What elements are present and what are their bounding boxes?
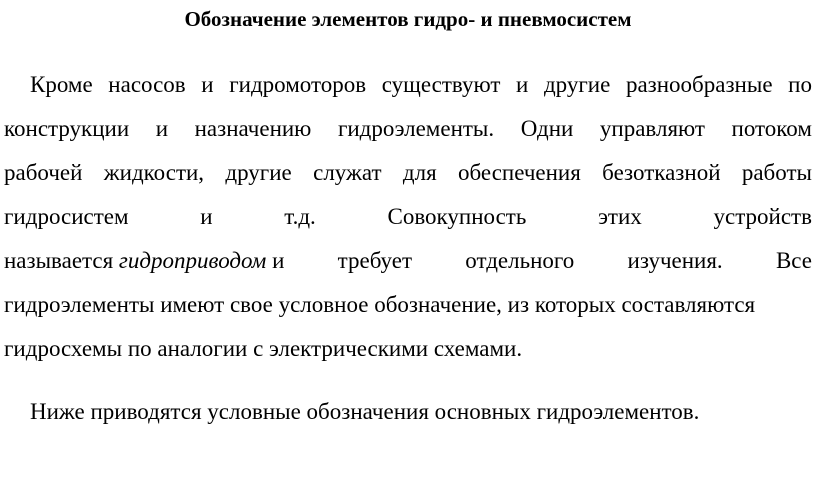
- word: назначению: [194, 116, 312, 141]
- word: безотказной: [602, 160, 721, 185]
- paragraph-line: [4, 195, 812, 239]
- word: гидросистем: [4, 204, 129, 229]
- word: и: [200, 204, 213, 229]
- word: управляют: [599, 116, 705, 141]
- word: разнообразные: [625, 72, 773, 97]
- word: работы: [741, 160, 812, 185]
- word: жидкости,: [103, 160, 205, 185]
- word: потоком: [731, 116, 812, 141]
- word: т.д.: [284, 204, 316, 229]
- paragraph-line: [4, 107, 812, 151]
- paragraph-line: гидросхемы по аналогии с электрическими схемами.: [4, 336, 523, 361]
- word: устройств: [713, 204, 812, 229]
- document-title: Обозначение элементов гидро- и пневмосистем: [184, 7, 632, 31]
- word: и: [516, 72, 529, 97]
- term-gidroprivod: гидроприводом: [118, 248, 267, 273]
- word: этих: [598, 204, 642, 229]
- paragraph-line: Ниже приводятся условные обозначения основных гидроэлементов.: [30, 399, 700, 424]
- word: отдельного: [465, 248, 575, 273]
- word: гидромоторов: [229, 72, 367, 97]
- word: называется: [4, 248, 114, 273]
- word: и: [155, 116, 169, 141]
- paragraph-line: гидроэлементы имеют свое условное обозначение, из которых составляются: [4, 292, 756, 317]
- word: гидроэлементы.: [337, 116, 495, 141]
- word: Кроме: [30, 72, 93, 97]
- word: рабочей: [4, 160, 83, 185]
- word: для: [402, 160, 437, 185]
- paragraph-conclusion: [4, 390, 812, 434]
- word: и: [272, 248, 285, 273]
- word: Совокупность: [387, 204, 527, 229]
- paragraph-intro: [4, 63, 812, 371]
- word: служат: [313, 160, 382, 185]
- word: другие: [543, 72, 611, 97]
- word: обеспечения: [458, 160, 581, 185]
- word: требует: [337, 248, 412, 273]
- term-phrase: [4, 239, 284, 283]
- paragraph-line: [4, 63, 812, 107]
- word: конструкции: [4, 116, 130, 141]
- word: по: [788, 72, 812, 97]
- word: и: [201, 72, 214, 97]
- paragraph-line: [4, 239, 812, 283]
- word: изучения.: [627, 248, 723, 273]
- word: существуют: [381, 72, 501, 97]
- word: Все: [775, 248, 812, 273]
- paragraph-line: [4, 151, 812, 195]
- word: другие: [225, 160, 292, 185]
- word: насосов: [108, 72, 186, 97]
- word: Одни: [520, 116, 574, 141]
